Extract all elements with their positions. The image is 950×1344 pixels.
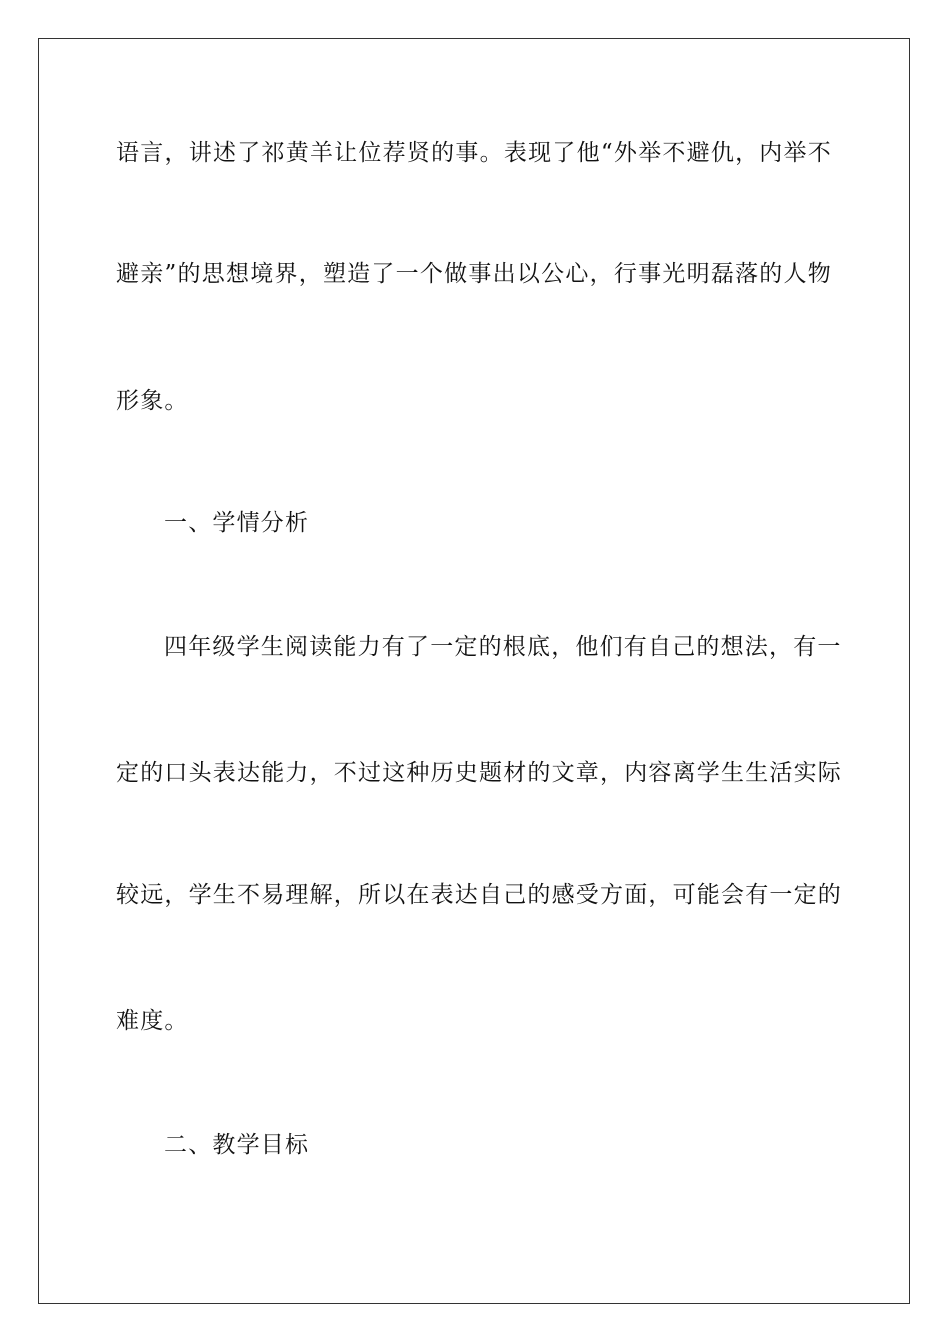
paragraph-line-7: 难度。 [116, 1008, 189, 1034]
section-heading-analysis: 一、学情分析 [164, 510, 310, 536]
paragraph-line-5: 定的口头表达能力，不过这种历史题材的文章，内容离学生生活实际 [116, 760, 842, 786]
section-heading-goals: 二、教学目标 [164, 1132, 310, 1158]
paragraph-line-6: 较远，学生不易理解，所以在表达自己的感受方面，可能会有一定的 [116, 882, 842, 908]
paragraph-line-2: 避亲”的思想境界，塑造了一个做事出以公心，行事光明磊落的人物 [116, 261, 832, 287]
page-border [38, 38, 910, 1304]
paragraph-line-1: 语言，讲述了祁黄羊让位荐贤的事。表现了他“外举不避仇，内举不 [116, 140, 832, 166]
paragraph-line-3: 形象。 [116, 388, 189, 414]
paragraph-line-4: 四年级学生阅读能力有了一定的根底，他们有自己的想法，有一 [164, 634, 842, 660]
